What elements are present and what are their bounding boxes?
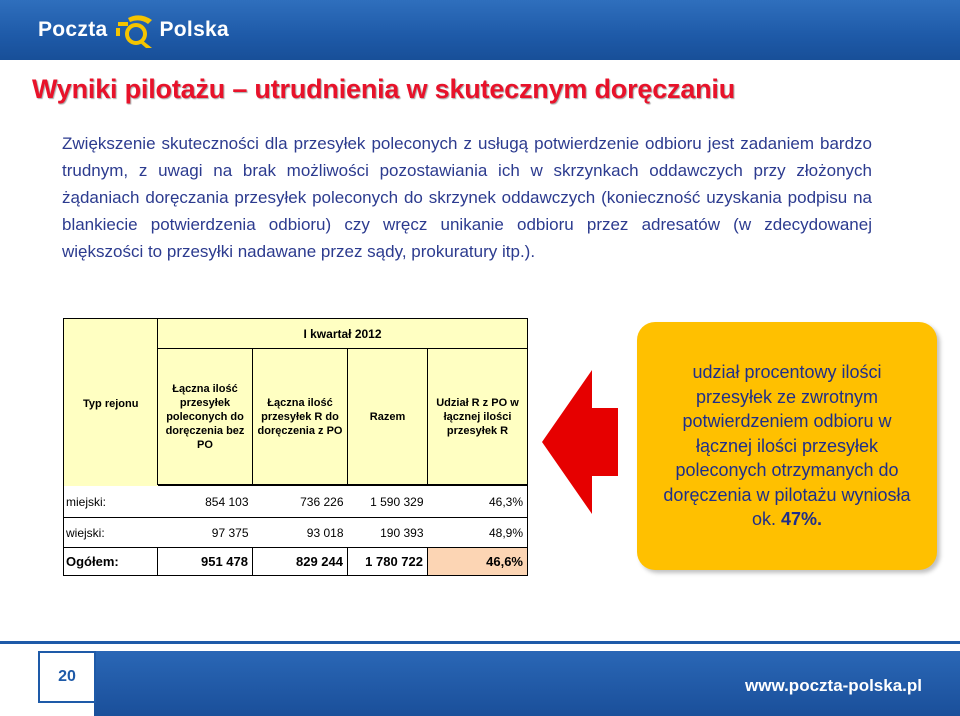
col-header-total-r: Łączna ilość przesyłek R do doręczenia z PO [253, 349, 348, 485]
row-po-cell: 854 103 [205, 494, 249, 509]
row-r-cell: 736 226 [300, 494, 344, 509]
page-number: 20 [58, 668, 76, 685]
total-sum-cell: 1 780 722 [348, 548, 428, 576]
left-arrow-icon [540, 362, 620, 522]
row-sum-cell: 1 590 329 [370, 494, 424, 509]
col-header-type-wrap [64, 397, 158, 486]
footer-rule [0, 641, 960, 644]
row-type-cell: miejski: [64, 486, 158, 518]
footer-url-link[interactable]: www.poczta-polska.pl [745, 676, 922, 695]
delivery-stats-table [63, 318, 528, 576]
row-share-cell: 46,3% [428, 486, 528, 518]
row-po-cell: 97 375 [158, 518, 253, 548]
col-header-type: Typ rejonu [83, 397, 139, 410]
callout-body: udział procentowy ilości przesyłek ze zwrotnym potwierdzeniem odbioru w łącznej ilości przesyłek poleconych otrzymanych do doręczenia w pilotażu wyniosła ok. [663, 362, 911, 530]
total-r-cell: 829 244 [253, 548, 348, 576]
col-header-total-po: Łączna ilość przesyłek poleconych do doręczenia bez PO [158, 349, 253, 485]
table-row [64, 518, 528, 548]
logo-word-right: Polska [159, 18, 230, 41]
row-type-cell: wiejski: [64, 518, 158, 548]
table-row [64, 486, 528, 518]
header-bar [0, 0, 960, 60]
post-horn-icon [112, 10, 156, 50]
total-po-cell: 951 478 [158, 548, 253, 576]
total-share-cell: 46,6% [428, 548, 528, 576]
total-type-cell: Ogółem: [64, 548, 158, 576]
body-paragraph: Zwiększenie skuteczności dla przesyłek poleconych z usługą potwierdzenie odbioru jest zadaniem bardzo trudnym, z uwagi na brak możliwości pozostawiania ich w skrzynkach oddawczych przy złożonych żądaniach doręczania przesyłek poleconych do skrzynek oddawczych (konieczność uzyskania podpisu na blankiecie potwierdzenia odbioru) czy wręcz unikanie odbioru przez adresatów (w zdecydowanej większości to przesyłki nadawane przez sądy, prokuratury itp.). [62, 134, 872, 261]
logo-word-left: Poczta [38, 18, 108, 41]
page-number-box [38, 651, 96, 703]
callout-percentage: 47%. [781, 509, 823, 530]
table-row-total [64, 548, 528, 576]
slide-title: Wyniki pilotażu – utrudnienia w skutecznym doręczaniu [32, 74, 736, 104]
summary-callout [637, 322, 937, 570]
row-sum-cell: 190 393 [348, 518, 428, 548]
poczta-polska-logo[interactable] [38, 10, 229, 50]
row-r-cell: 93 018 [253, 518, 348, 548]
col-header-share: Udział R z PO w łącznej ilości przesyłek R [428, 349, 528, 485]
row-share-cell: 48,9% [428, 518, 528, 548]
col-header-sum: Razem [348, 349, 428, 485]
callout-text [652, 360, 922, 532]
quarter-header: I kwartał 2012 [158, 319, 528, 349]
